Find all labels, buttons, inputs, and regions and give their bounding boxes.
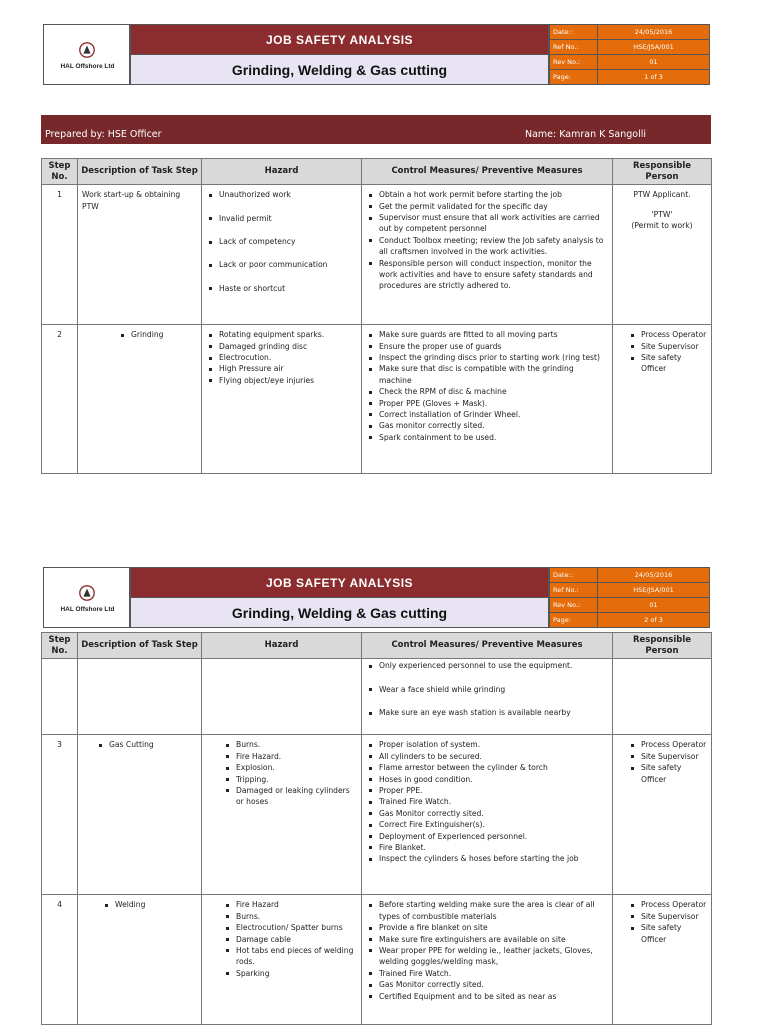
task-description-text: Grinding xyxy=(131,329,197,340)
list-item: Damaged or leaking cylinders or hoses xyxy=(236,785,357,808)
list-item: Proper isolation of system. xyxy=(379,739,608,750)
page-label: Page: xyxy=(550,613,598,627)
jsa-table-page-1 xyxy=(41,158,712,474)
company-logo xyxy=(43,567,130,628)
responsible-text: PTW Applicant. xyxy=(633,190,691,200)
ref-label: Ref No.: xyxy=(550,40,598,54)
responsible-cell xyxy=(613,325,712,474)
hazard-cell xyxy=(202,185,362,325)
date-label: Date:: xyxy=(550,568,598,582)
list-item: High Pressure air xyxy=(219,363,357,374)
list-item: Proper PPE (Gloves + Mask). xyxy=(379,398,608,409)
list-item: Lack or poor communication xyxy=(219,259,357,270)
list-item: Trained Fire Watch. xyxy=(379,968,608,979)
list-item: Burns. xyxy=(236,911,357,922)
list-item: Wear proper PPE for welding ie., leather jackets, Gloves, welding goggles/welding mask, xyxy=(379,945,608,968)
list-item: Fire Blanket. xyxy=(379,842,608,853)
control-list xyxy=(366,329,608,443)
list-item: Site safety Officer xyxy=(641,922,707,945)
list-item: Ensure the proper use of guards xyxy=(379,341,608,352)
list-item: Tripping. xyxy=(236,774,357,785)
responsible-cell xyxy=(613,735,712,895)
list-item: Unauthorized work xyxy=(219,189,357,200)
col-control: Control Measures/ Preventive Measures xyxy=(362,159,613,185)
date-value: 24/05/2016 xyxy=(598,25,709,39)
hazard-list xyxy=(206,329,357,386)
hazard-cell xyxy=(202,735,362,895)
list-item: All cylinders to be secured. xyxy=(379,751,608,762)
hazard-cell xyxy=(202,325,362,474)
list-item: Invalid permit xyxy=(219,213,357,224)
list-item: Inspect the cylinders & hoses before starting the job xyxy=(379,853,608,864)
table-header-row xyxy=(42,159,712,185)
responsible-text: 'PTW' xyxy=(651,209,673,219)
task-description xyxy=(78,325,202,474)
responsible-cell xyxy=(613,895,712,1025)
list-item: Site safety Officer xyxy=(641,762,707,785)
company-logo xyxy=(43,24,130,85)
task-description-text: Welding xyxy=(115,899,197,910)
jsa-table-page-2 xyxy=(41,632,712,1025)
list-item: Sparking xyxy=(236,968,357,979)
list-item: Haste or shortcut xyxy=(219,283,357,294)
ref-label: Ref No.: xyxy=(550,583,598,597)
list-item: Flying object/eye injuries xyxy=(219,375,357,386)
list-item: Proper PPE. xyxy=(379,785,608,796)
control-list xyxy=(366,660,608,718)
list-item: Hot tabs end pieces of welding rods. xyxy=(236,945,357,968)
list-item: Hoses in good condition. xyxy=(379,774,608,785)
list-item: Site safety Officer xyxy=(641,352,707,375)
date-value: 24/05/2016 xyxy=(598,568,709,582)
list-item: Make sure that disc is compatible with the grinding machine xyxy=(379,363,608,386)
col-responsible: Responsible Person xyxy=(613,159,712,185)
list-item: Site Supervisor xyxy=(641,751,707,762)
step-number: 1 xyxy=(42,185,78,325)
list-item: Make sure an eye wash station is available nearby xyxy=(379,707,608,718)
page-label: Page: xyxy=(550,70,598,84)
responsible-cell xyxy=(613,659,712,735)
list-item: Make sure guards are fitted to all moving parts xyxy=(379,329,608,340)
col-step: Step No. xyxy=(42,159,78,185)
list-item: Process Operator xyxy=(641,900,707,910)
col-step: Step No. xyxy=(42,633,78,659)
ref-value: HSE/JSA/001 xyxy=(598,40,709,54)
list-item: Gas monitor correctly sited. xyxy=(379,420,608,431)
list-item: Responsible person will conduct inspection, monitor the work activities and have to ensure safety standards and procedures are strictly adhered to. xyxy=(379,258,608,292)
document-title: JOB SAFETY ANALYSIS xyxy=(130,567,549,598)
task-description: Work start-up & obtaining PTW xyxy=(78,185,202,325)
company-logo-icon xyxy=(78,584,96,602)
col-description: Description of Task Step xyxy=(78,633,202,659)
header-page-1 xyxy=(43,24,710,87)
control-cell xyxy=(362,735,613,895)
table-row xyxy=(42,325,712,474)
list-item: Process Operator xyxy=(641,330,707,340)
company-name: HAL Offshore Ltd xyxy=(60,606,115,613)
list-item: Correct installation of Grinder Wheel. xyxy=(379,409,608,420)
list-item: Electrocution/ Spatter burns xyxy=(236,922,357,933)
document-meta xyxy=(549,24,710,85)
list-item: Flame arrestor between the cylinder & torch xyxy=(379,762,608,773)
list-item: Deployment of Experienced personnel. xyxy=(379,831,608,842)
col-hazard: Hazard xyxy=(202,159,362,185)
control-list xyxy=(366,739,608,864)
control-cell xyxy=(362,895,613,1025)
list-item: Electrocution. xyxy=(219,352,357,363)
hazard-list xyxy=(206,739,357,807)
list-item: Spark containment to be used. xyxy=(379,432,608,443)
list-item: Only experienced personnel to use the equipment. xyxy=(379,660,608,671)
task-description xyxy=(78,735,202,895)
list-item: Wear a face shield while grinding xyxy=(379,684,608,695)
list-item: Correct Fire Extinguisher(s). xyxy=(379,819,608,830)
task-description-text: Gas Cutting xyxy=(109,739,197,750)
col-description: Description of Task Step xyxy=(78,159,202,185)
prepared-bar xyxy=(41,115,711,144)
list-item: Get the permit validated for the specific day xyxy=(379,201,608,212)
table-row xyxy=(42,735,712,895)
list-item: Process Operator xyxy=(641,740,707,750)
list-item: Provide a fire blanket on site xyxy=(379,922,608,933)
list-item: Rotating equipment sparks. xyxy=(219,329,357,340)
responsible-list xyxy=(617,329,707,375)
rev-label: Rev No.: xyxy=(550,55,598,69)
list-item: Site Supervisor xyxy=(641,911,707,922)
company-name: HAL Offshore Ltd xyxy=(60,63,115,70)
control-cell xyxy=(362,325,613,474)
table-row xyxy=(42,185,712,325)
document-subtitle: Grinding, Welding & Gas cutting xyxy=(130,55,549,85)
responsible-cell xyxy=(613,185,712,325)
col-responsible: Responsible Person xyxy=(613,633,712,659)
list-item: Fire Hazard. xyxy=(236,751,357,762)
list-item: Fire Hazard xyxy=(236,899,357,910)
document-subtitle: Grinding, Welding & Gas cutting xyxy=(130,598,549,628)
responsible-list xyxy=(617,739,707,785)
list-item: Before starting welding make sure the area is clear of all types of combustible materials xyxy=(379,899,608,922)
list-item: Lack of competency xyxy=(219,236,357,247)
hazard-cell xyxy=(202,895,362,1025)
ref-value: HSE/JSA/001 xyxy=(598,583,709,597)
step-number: 3 xyxy=(42,735,78,895)
page-value: 2 of 3 xyxy=(598,613,709,627)
list-item: Gas Monitor correctly sited. xyxy=(379,808,608,819)
document-title: JOB SAFETY ANALYSIS xyxy=(130,24,549,55)
responsible-list xyxy=(617,899,707,945)
responsible-text: (Permit to work) xyxy=(631,221,693,231)
hazard-list xyxy=(206,899,357,979)
date-label: Date:: xyxy=(550,25,598,39)
control-list xyxy=(366,189,608,292)
page-value: 1 of 3 xyxy=(598,70,709,84)
list-item: Obtain a hot work permit before starting the job xyxy=(379,189,608,200)
list-item: Explosion. xyxy=(236,762,357,773)
task-description xyxy=(78,659,202,735)
header-page-2 xyxy=(43,567,710,630)
hazard-cell xyxy=(202,659,362,735)
list-item: Supervisor must ensure that all work activities are carried out by competent personnel xyxy=(379,212,608,235)
rev-value: 01 xyxy=(598,55,709,69)
list-item: Damaged grinding disc xyxy=(219,341,357,352)
list-item: Inspect the grinding discs prior to starting work (ring test) xyxy=(379,352,608,363)
list-item: Certified Equipment and to be sited as near as xyxy=(379,991,608,1002)
prepared-name: Name: Kamran K Sangolli xyxy=(525,129,647,140)
list-item: Damage cable xyxy=(236,934,357,945)
list-item: Conduct Toolbox meeting; review the Job safety analysis to all craftsmen involved in the work activities. xyxy=(379,235,608,258)
control-list xyxy=(366,899,608,1002)
company-logo-icon xyxy=(78,41,96,59)
document-meta xyxy=(549,567,710,628)
prepared-by: Prepared by: HSE Officer xyxy=(45,129,162,140)
list-item: Gas Monitor correctly sited. xyxy=(379,979,608,990)
list-item: Burns. xyxy=(236,739,357,750)
hazard-list xyxy=(206,189,357,294)
task-description xyxy=(78,895,202,1025)
list-item: Check the RPM of disc & machine xyxy=(379,386,608,397)
control-cell xyxy=(362,659,613,735)
control-cell xyxy=(362,185,613,325)
step-number: 2 xyxy=(42,325,78,474)
list-item: Site Supervisor xyxy=(641,341,707,352)
table-row xyxy=(42,895,712,1025)
table-header-row xyxy=(42,633,712,659)
table-row xyxy=(42,659,712,735)
list-item: Trained Fire Watch. xyxy=(379,796,608,807)
col-hazard: Hazard xyxy=(202,633,362,659)
rev-value: 01 xyxy=(598,598,709,612)
col-control: Control Measures/ Preventive Measures xyxy=(362,633,613,659)
list-item: Make sure fire extinguishers are available on site xyxy=(379,934,608,945)
rev-label: Rev No.: xyxy=(550,598,598,612)
step-number: 4 xyxy=(42,895,78,1025)
step-number xyxy=(42,659,78,735)
